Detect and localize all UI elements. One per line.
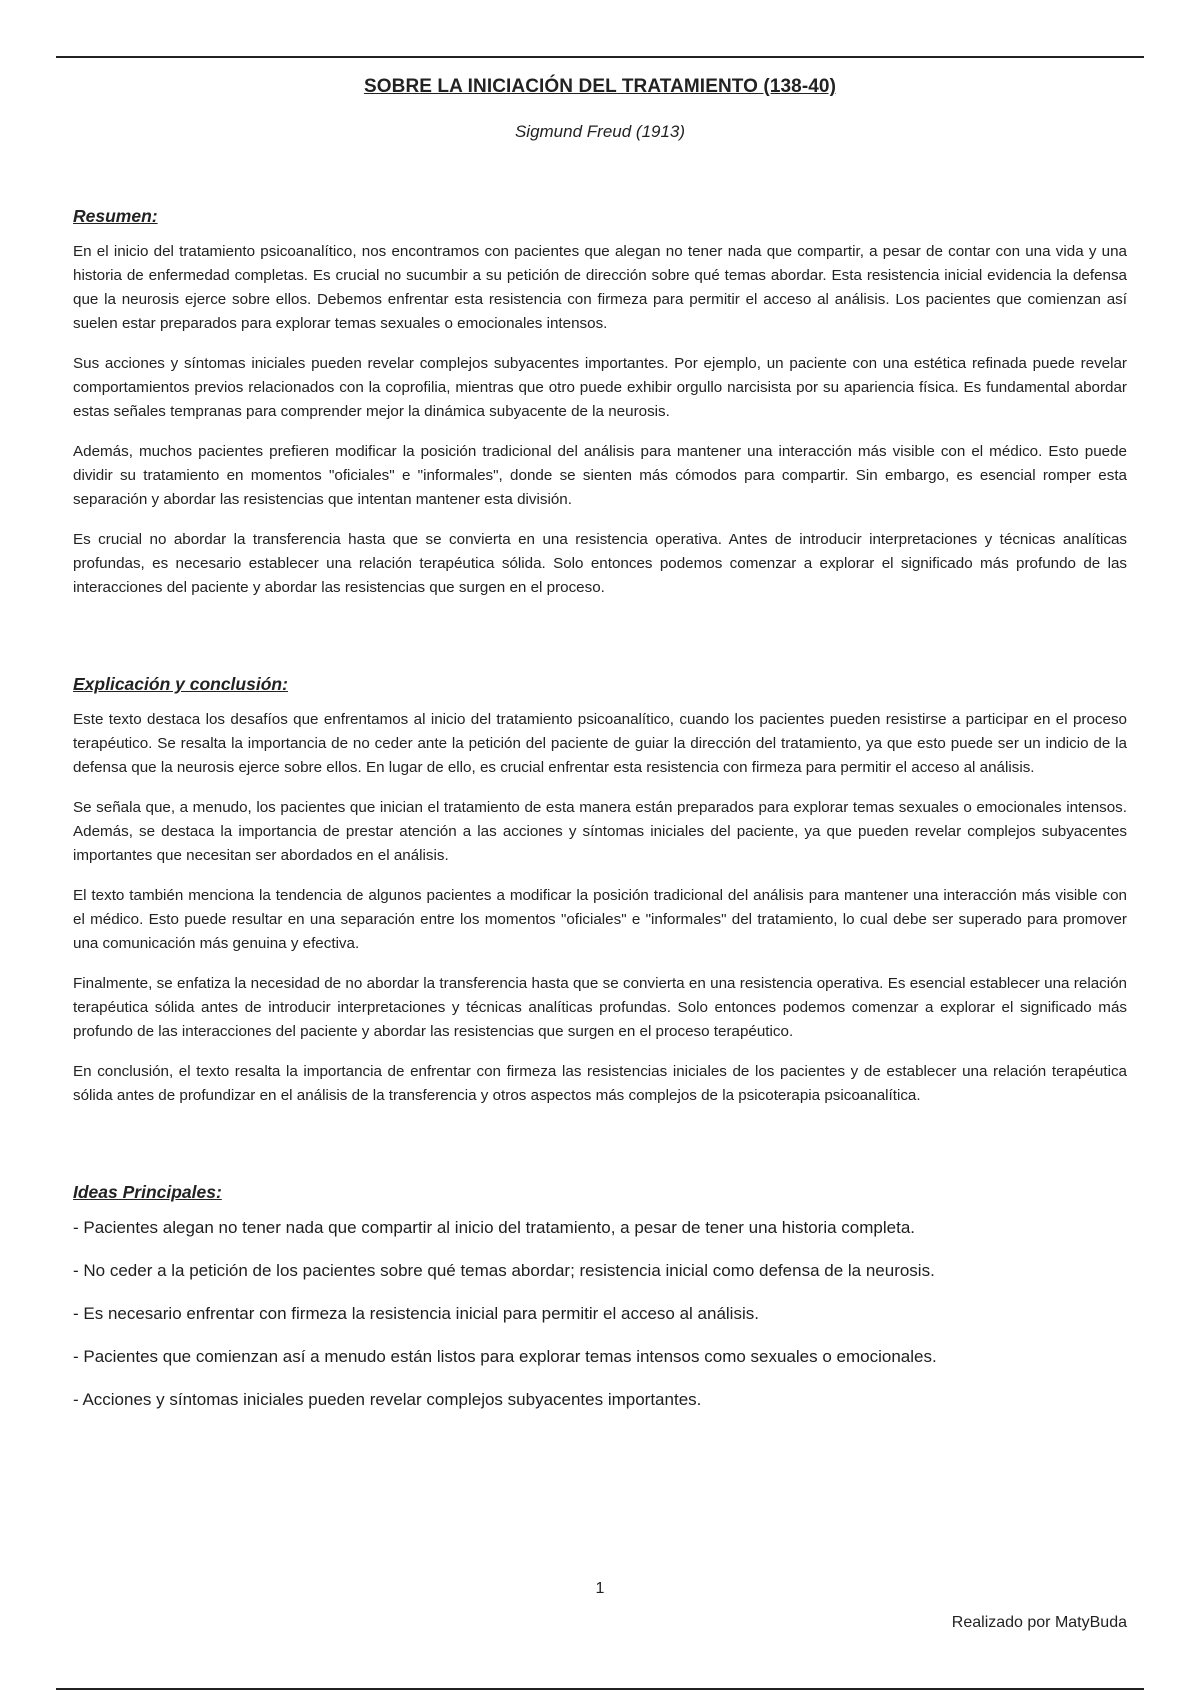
idea-item: - Pacientes alegan no tener nada que compartir al inicio del tratamiento, a pesar de tener una historia completa. [73, 1218, 915, 1237]
page-number: 1 [595, 1580, 605, 1597]
idea-item: - No ceder a la petición de los pacientes sobre qué temas abordar; resistencia inicial como defensa de la neurosis. [73, 1261, 935, 1280]
idea-item: - Acciones y síntomas iniciales pueden revelar complejos subyacentes importantes. [73, 1390, 702, 1409]
explicacion-paragraph: Este texto destaca los desafíos que enfrentamos al inicio del tratamiento psicoanalítico, cuando los pacientes pueden resistirse a participar en el proceso terapéutico. Se resalta la importancia de no ceder ante la petición del paciente de guiar la dirección del tratamiento, ya que esto puede ser un indicio de la defensa que la neurosis ejerce sobre ellos. En lugar de ello, es crucial enfrentar esta resistencia con firmeza para permitir el acceso al análisis. [73, 711, 1127, 776]
document-author: Sigmund Freud (1913) [514, 122, 686, 141]
document-body [73, 204, 1127, 1431]
section-heading-resumen: Resumen: [73, 206, 158, 226]
bottom-rule [56, 1688, 1144, 1690]
top-rule [56, 56, 1144, 58]
author-credit: Realizado por MatyBuda [951, 1614, 1127, 1631]
explicacion-paragraph: El texto también menciona la tendencia de algunos pacientes a modificar la posición tradicional del análisis para mantener una interacción más visible con el médico. Esto puede resultar en una separación entre los momentos "oficiales" e "informales" del tratamiento, lo cual debe ser superado para promover una comunicación más genuina y efectiva. [73, 887, 1127, 952]
resumen-paragraph: Sus acciones y síntomas iniciales pueden revelar complejos subyacentes importantes. Por ejemplo, un paciente con una estética refinada puede revelar comportamientos previos relacionados con la coprofilia, mientras que otro puede exhibir orgullo narcisista por su apariencia física. Es fundamental abordar estas señales tempranas para comprender mejor la dinámica subyacente de la neurosis. [73, 355, 1127, 420]
idea-item: - Pacientes que comienzan así a menudo están listos para explorar temas intensos como sexuales o emocionales. [73, 1347, 937, 1366]
idea-item: - Es necesario enfrentar con firmeza la resistencia inicial para permitir el acceso al análisis. [73, 1304, 759, 1323]
explicacion-paragraph: Finalmente, se enfatiza la necesidad de no abordar la transferencia hasta que se convierta en una resistencia operativa. Es esencial establecer una relación terapéutica sólida antes de introducir interpretaciones y técnicas analíticas profundas. Solo entonces podemos comenzar a explorar el significado más profundo de las interacciones del paciente y abordar las resistencias que surgen en el proceso terapéutico. [73, 975, 1127, 1040]
section-spacer [73, 1124, 1127, 1180]
resumen-paragraph: Además, muchos pacientes prefieren modificar la posición tradicional del análisis para mantener una interacción más visible con el médico. Esto puede dividir su tratamiento en momentos "oficiales" e "informales", donde se sienten más cómodos para compartir. Sin embargo, es esencial romper esta separación y abordar las resistencias que intentan mantener esta división. [73, 443, 1127, 508]
explicacion-paragraph: En conclusión, el texto resalta la importancia de enfrentar con firmeza las resistencias iniciales de los pacientes y de establecer una relación terapéutica sólida antes de profundizar en el análisis de la transferencia y otros aspectos más complejos de la psicoterapia psicoanalítica. [73, 1063, 1127, 1104]
document-title: SOBRE LA INICIACIÓN DEL TRATAMIENTO (138-40) [363, 76, 837, 97]
section-heading-explicacion: Explicación y conclusión: [73, 674, 288, 694]
resumen-paragraph: Es crucial no abordar la transferencia hasta que se convierta en una resistencia operativa. Antes de introducir interpretaciones y técnicas analíticas profundas, es necesario establecer una relación terapéutica sólida. Solo entonces podemos comenzar a explorar el significado más profundo de las interacciones del paciente y abordar las resistencias que surgen en el proceso. [73, 531, 1127, 596]
explicacion-paragraph: Se señala que, a menudo, los pacientes que inician el tratamiento de esta manera están preparados para explorar temas sexuales o emocionales intensos. Además, se destaca la importancia de prestar atención a las acciones y síntomas iniciales del paciente, ya que pueden revelar complejos subyacentes importantes que necesitan ser abordados en el análisis. [73, 799, 1127, 864]
resumen-paragraph: En el inicio del tratamiento psicoanalítico, nos encontramos con pacientes que alegan no tener nada que compartir, a pesar de contar con una vida y una historia de enfermedad completas. Es crucial no sucumbir a su petición de dirección sobre qué temas abordar. Esta resistencia inicial evidencia la defensa que la neurosis ejerce sobre ellos. Debemos enfrentar esta resistencia con firmeza para permitir el acceso al análisis. Los pacientes que comienzan así suelen estar preparados para explorar temas sexuales o emocionales intensos. [73, 243, 1127, 332]
section-heading-ideas: Ideas Principales: [73, 1182, 222, 1202]
section-spacer [73, 616, 1127, 672]
